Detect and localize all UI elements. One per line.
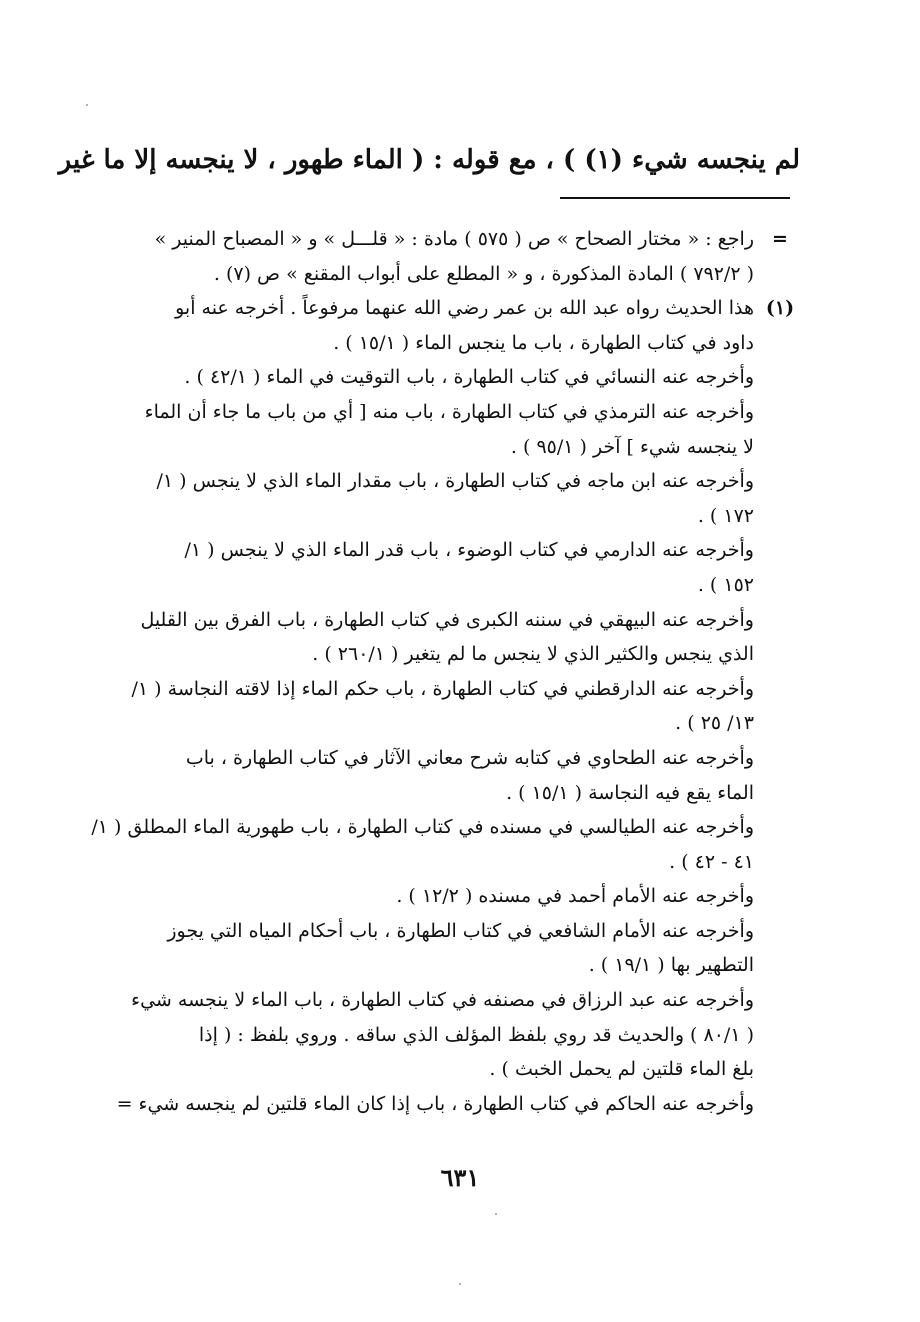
- footnote-line: وأخرجه عنه ابن ماجه في كتاب الطهارة ، باب مقدار الماء الذي لا ينجس ( ١/: [156, 470, 754, 493]
- footnote-line: وأخرجه عنه الحاكم في كتاب الطهارة ، باب إذا كان الماء قلتين لم ينجسه شيء =: [116, 1092, 754, 1115]
- footnote-line: وأخرجه عنه عبد الرزاق في مصنفه في كتاب الطهارة ، باب الماء لا ينجسه شيء: [131, 989, 754, 1012]
- footnote-line: هذا الحديث رواه عبد الله بن عمر رضي الله عنهما مرفوعاً . أخرجه عنه أبو: [175, 297, 754, 320]
- footnote-continuation: [150, 222, 800, 291]
- footnote-line: ١٣/ ٢٥ ) .: [675, 712, 754, 735]
- footnote-line: وأخرجه عنه الترمذي في كتاب الطهارة ، باب منه [ أي من باب ما جاء أن الماء: [144, 400, 754, 423]
- footnote-line: وأخرجه عنه الأمام أحمد في مسنده ( ١٢/٢ ) .: [396, 885, 754, 908]
- footnote-line: ( ٨٠/١ ) والحديث قد روي بلفظ المؤلف الذي ساقه . وروي بلفظ : ( إذا: [198, 1023, 754, 1046]
- footnote-line: وأخرجه عنه البيهقي في سننه الكبرى في كتاب الطهارة ، باب الفرق بين القليل: [140, 608, 754, 631]
- footnote-line: وأخرجه عنه الطحاوي في كتابه شرح معاني الآثار في كتاب الطهارة ، باب: [185, 746, 754, 769]
- main-text-line: لم ينجسه شيء (١) ) ، مع قوله : ( الماء طهور ، لا ينجسه إلا ما غير: [58, 145, 800, 175]
- footnote-line: وأخرجه عنه الدارمي في كتاب الوضوء ، باب قدر الماء الذي لا ينجس ( ١/: [184, 539, 754, 562]
- footnote-line: داود في كتاب الطهارة ، باب ما ينجس الماء ( ١٥/١ ) .: [333, 331, 754, 354]
- footnote-line: بلغ الماء قلتين لم يحمل الخبث ) .: [489, 1058, 754, 1081]
- footnote-line: لا ينجسه شيء ] آخر ( ٩٥/١ ) .: [510, 435, 754, 458]
- footnote-line: الماء يقع فيه النجاسة ( ١٥/١ ) .: [506, 781, 754, 804]
- scan-speck: [495, 1213, 497, 1215]
- footnote-line: الذي ينجس والكثير الذي لا ينجس ما لم يتغير ( ٢٦٠/١ ) .: [312, 643, 754, 666]
- scan-speck: [459, 1283, 461, 1285]
- footnote-line: ( ٧٩٢/٢ ) المادة المذكورة ، و « المطلع على أبواب المقنع » ص (٧) .: [213, 262, 754, 285]
- continuation-marker: =: [772, 228, 788, 250]
- footnote-line: وأخرجه عنه النسائي في كتاب الطهارة ، باب التوقيت في الماء ( ٤٢/١ ) .: [184, 366, 754, 389]
- footnote-separator: [560, 197, 790, 199]
- footnote-number: (١): [765, 297, 795, 320]
- footnote-line: راجع : « مختار الصحاح » ص ( ٥٧٥ ) مادة : « قلـــل » و « المصباح المنير »: [154, 228, 754, 250]
- footnote-line: وأخرجه عنه الدارقطني في كتاب الطهارة ، باب حكم الماء إذا لاقته النجاسة ( ١/: [131, 677, 754, 700]
- footnote-line: وأخرجه عنه الطيالسي في مسنده في كتاب الطهارة ، باب طهورية الماء المطلق ( ١/: [91, 816, 754, 839]
- page-number: ٦٣١: [440, 1163, 480, 1192]
- footnote-line: ٤١ - ٤٢ ) .: [669, 850, 754, 873]
- footnote-line: التطهير بها ( ١٩/١ ) .: [588, 954, 754, 977]
- footnote-line: وأخرجه عنه الأمام الشافعي في كتاب الطهارة ، باب أحكام المياه التي يجوز: [167, 919, 754, 942]
- footnote-line: ١٥٢ ) .: [697, 573, 754, 596]
- footnote-1: [91, 291, 800, 1121]
- footnotes: [91, 222, 800, 1121]
- footnote-line: ١٧٢ ) .: [697, 504, 754, 527]
- scan-speck: [86, 104, 88, 106]
